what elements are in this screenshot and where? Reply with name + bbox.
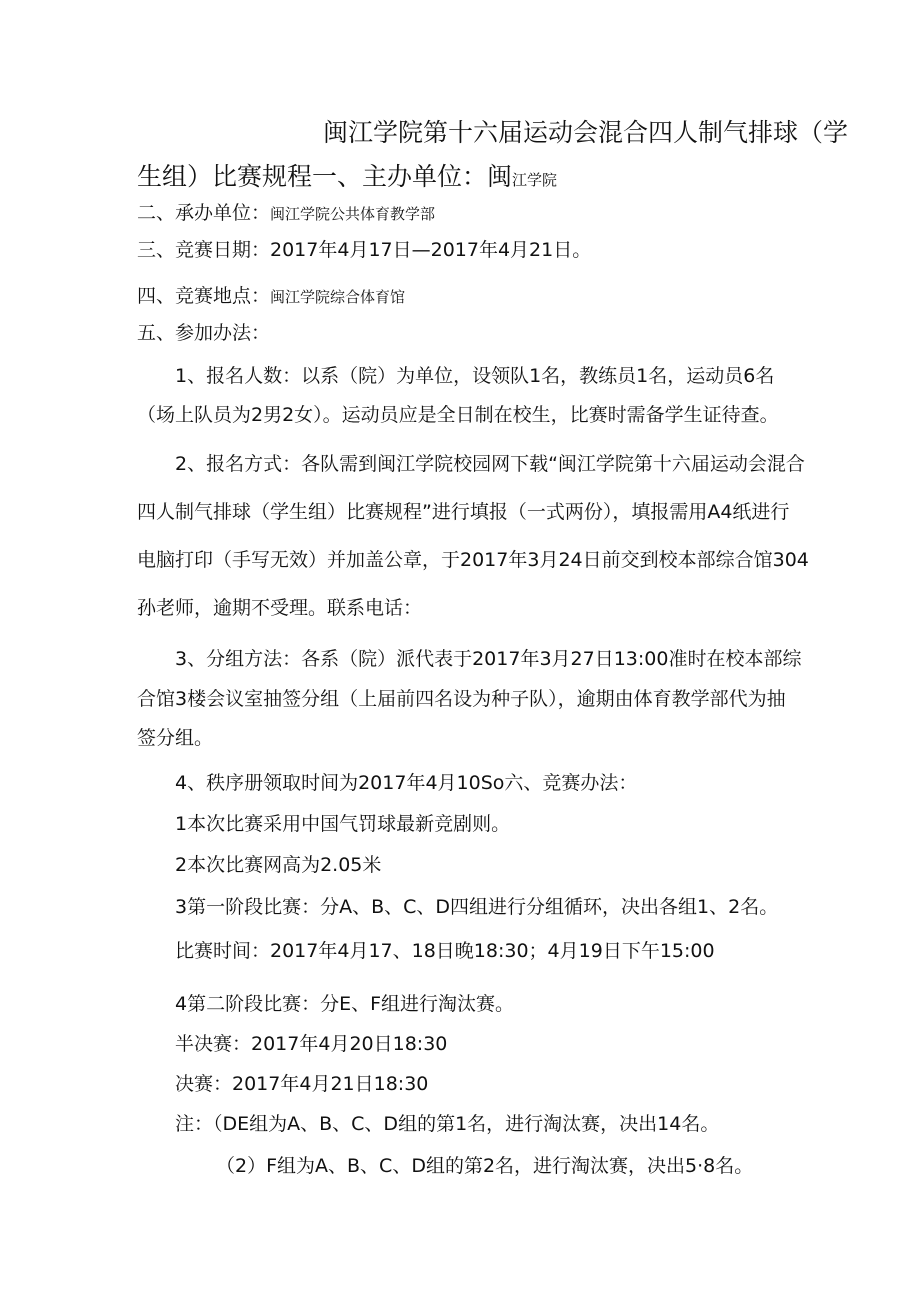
rule2-line-3: 电脑打印（手写无效）并加盖公章，于2017年3月24日前交到校本部综合馆304 <box>137 549 809 571</box>
rule3-line-2: 合馆3楼会议室抽签分组（上届前四名设为种子队），逾期由体育教学部代为抽 <box>137 688 786 710</box>
rule3-line-1: 3、分组方法：各系（院）派代表于2017年3月27日13:00准时在校本部综 <box>175 648 802 670</box>
competition-item-2: 2本次比赛网高为2.05米 <box>175 854 382 876</box>
rule1-line-1: 1、报名人数：以系（院）为单位，设领队1名，教练员1名，运动员6名 <box>175 365 775 387</box>
title-line-2 <box>137 162 557 195</box>
note-1: 注：（DE组为A、B、C、D组的第1名，进行淘汰赛，决出14名。 <box>175 1113 720 1135</box>
rule1-line-2: （场上队员为2男2女）。运动员应是全日制在校生，比赛时需备学生证待查。 <box>137 404 779 426</box>
organizer-label: 二、承办单位： <box>137 202 271 224</box>
competition-item-3: 3第一阶段比赛：分A、B、C、D四组进行分组循环，决出各组1、2名。 <box>175 896 779 918</box>
competition-item-3-time: 比赛时间：2017年4月17、18日晚18:30；4月19日下午15:00 <box>175 940 715 962</box>
rule2-line-2: 四人制气排球（学生组）比赛规程”进行填报（一式两份），填报需用A4纸进行 <box>137 501 790 523</box>
organizer-line <box>137 201 435 226</box>
rule2-line-4: 孙老师，逾期不受理。联系电话： <box>137 597 423 619</box>
participation-heading: 五、参加办法： <box>137 322 271 344</box>
title-line-2-main: 生组）比赛规程一、主办单位：闽 <box>137 162 513 191</box>
title-line-2-small: 江学院 <box>512 171 558 189</box>
venue-label: 四、竞赛地点： <box>137 285 271 307</box>
organizer-value: 闽江学院公共体育教学部 <box>270 205 436 223</box>
semifinal-line: 半决赛：2017年4月20日18:30 <box>175 1033 448 1055</box>
rule4-line: 4、秩序册领取时间为2017年4月10So六、竞赛办法： <box>175 772 638 794</box>
competition-item-4: 4第二阶段比赛：分E、F组进行淘汰赛。 <box>175 993 515 1015</box>
note-2: （2）F组为A、B、C、D组的第2名，进行淘汰赛，决出5·8名。 <box>216 1155 754 1177</box>
competition-item-1: 1本次比赛采用中国气罚球最新竞剧则。 <box>175 813 511 835</box>
rule3-line-3: 签分组。 <box>137 727 214 749</box>
dates-line: 三、竞赛日期：2017年4月17日—2017年4月21日。 <box>137 239 592 261</box>
title-line-1: 闽江学院第十六届运动会混合四人制气排球（学 <box>323 118 849 147</box>
venue-line <box>137 284 405 309</box>
venue-value: 闽江学院综合体育馆 <box>270 288 406 306</box>
rule2-line-1: 2、报名方式：各队需到闽江学院校园网下载“闽江学院第十六届运动会混合 <box>175 453 805 475</box>
final-line: 决赛：2017年4月21日18:30 <box>175 1073 429 1095</box>
